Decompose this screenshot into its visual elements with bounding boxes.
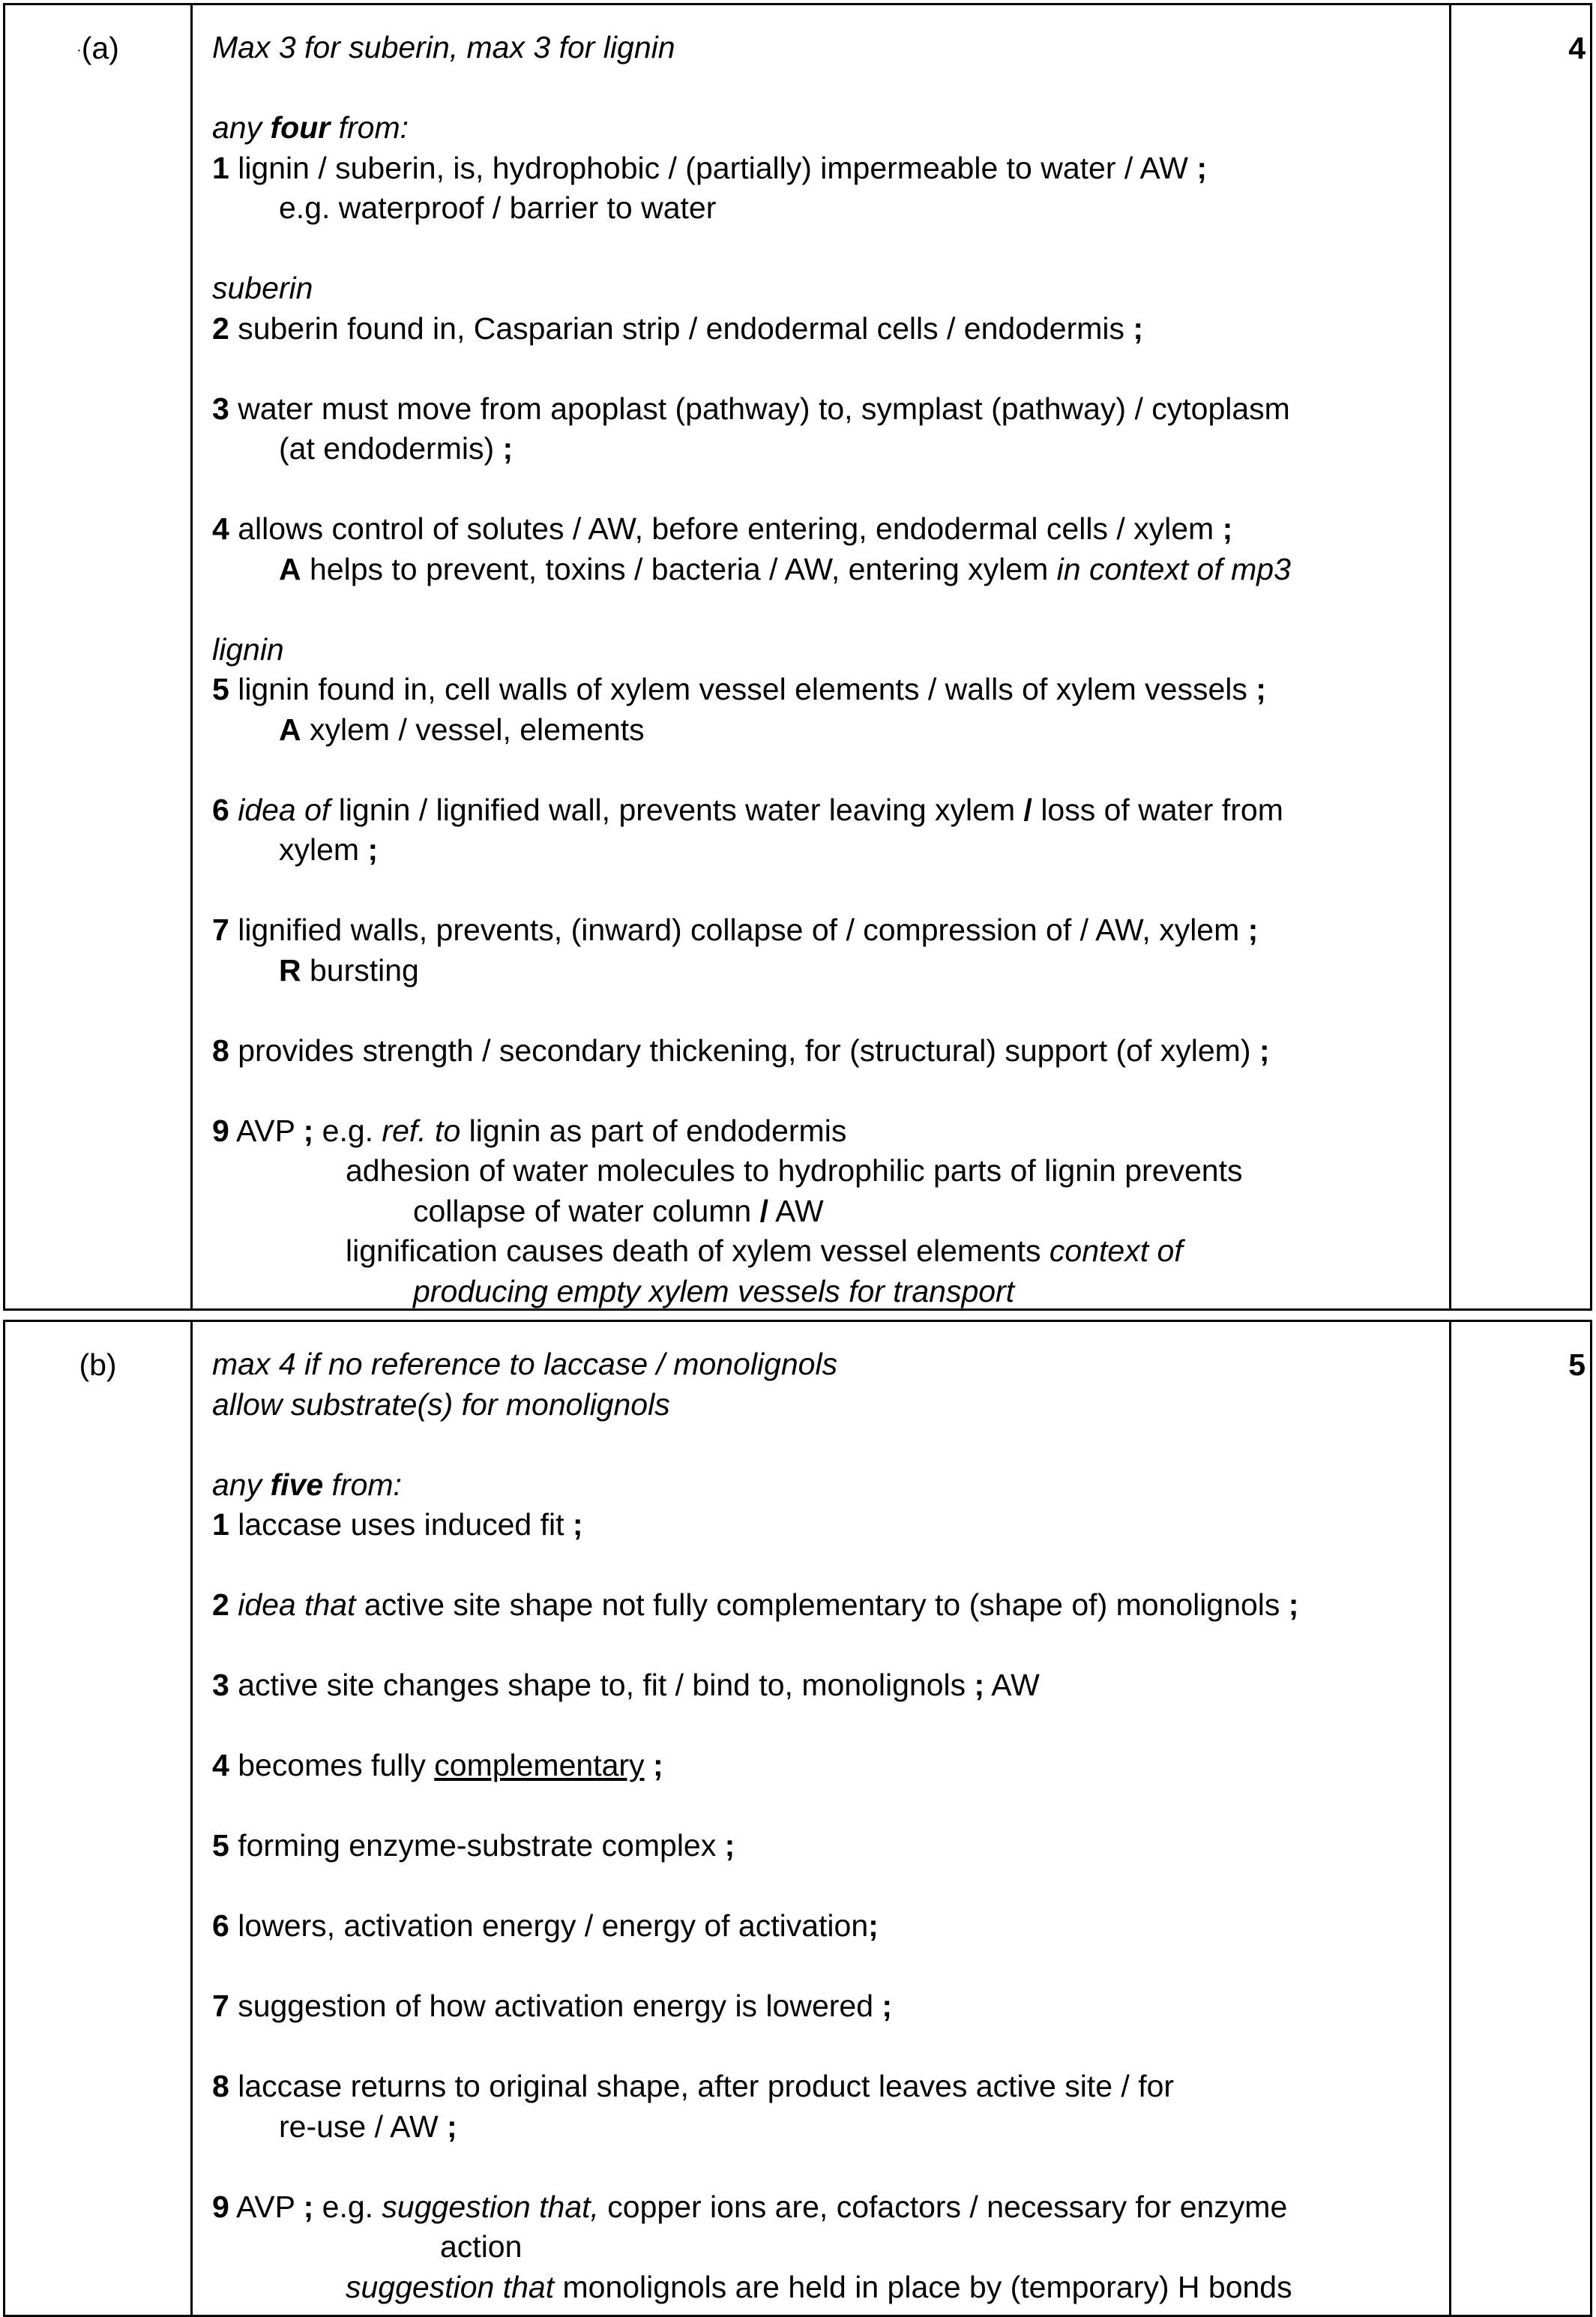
column-divider [190,5,193,1308]
point-6: 6 idea of lignin / lignified wall, prevents water leaving xylem / loss of water from [212,792,1283,827]
point-5: 5 forming enzyme-substrate complex ; [212,1828,735,1863]
any-five-line: any five from: [212,1467,402,1502]
point-4-sub: A helps to prevent, toxins / bacteria / AW, entering xylem in context of mp3 [279,551,1291,586]
marks-a: 4 [1568,31,1586,65]
point-7: 7 suggestion of how activation energy is lowered ; [212,1989,893,2023]
point-9-line-2: adhesion of water molecules to hydrophilic parts of lignin prevents [346,1153,1243,1188]
point-6-cont: xylem ; [279,832,379,867]
lignin-heading: lignin [212,631,284,667]
point-1-sub: e.g. waterproof / barrier to water [279,190,717,225]
answer-content-a [212,28,1442,1311]
point-7: 7 lignified walls, prevents, (inward) collapse of / compression of / AW, xylem ; [212,913,1259,947]
point-3: 3 active site changes shape to, fit / bind to, monolignols ; AW [212,1668,1040,1702]
point-9-line-3: suggestion that monolignols are held in place by (temporary) H bonds [346,2269,1292,2304]
point-9-line-4: lignification causes death of xylem vessel elements context of [346,1233,1183,1268]
point-3: 3 water must move from apoplast (pathway) to, symplast (pathway) / cytoplasm [212,391,1290,426]
point-8: 8 laccase returns to original shape, after product leaves active site / for [212,2069,1175,2103]
column-divider [190,1322,193,2315]
answer-content-b [212,1344,1442,2307]
column-divider [1449,5,1451,1308]
point-9: 9 AVP ; e.g. ref. to lignin as part of endodermis [212,1113,847,1148]
point-1: 1 laccase uses induced fit ; [212,1507,583,1542]
question-a-table [3,3,1592,1311]
point-2: 2 suberin found in, Casparian strip / endodermal cells / endodermis ; [212,310,1144,346]
suberin-heading: suberin [212,271,313,305]
point-9-line-3: collapse of water column / AW [413,1193,824,1228]
question-b-table [3,1320,1592,2317]
point-9: 9 AVP ; e.g. suggestion that, copper ions are, cofactors / necessary for enzyme [212,2189,1288,2224]
point-8: 8 provides strength / secondary thickening, for (structural) support (of xylem) ; [212,1033,1270,1068]
point-3-cont: (at endodermis) ; [279,431,514,466]
point-7-sub: R bursting [279,952,419,988]
question-label-a: ·(a) [76,31,119,65]
any-four-line: any four from: [212,110,409,145]
marks-b: 5 [1568,1347,1586,1382]
header-note-1: max 4 if no reference to laccase / monolignols [212,1347,838,1381]
point-4: 4 allows control of solutes / AW, before entering, endodermal cells / xylem ; [212,511,1233,546]
point-1: 1 lignin / suberin, is, hydrophobic / (partially) impermeable to water / AW ; [212,150,1207,185]
point-4: 4 becomes fully complementary ; [212,1748,663,1782]
point-6: 6 lowers, activation energy / energy of activation; [212,1908,879,1943]
header-note-2: allow substrate(s) for monolignols [212,1386,670,1422]
point-5-sub: A xylem / vessel, elements [279,712,645,747]
point-8-cont: re-use / AW ; [279,2109,457,2144]
point-2: 2 idea that active site shape not fully complementary to (shape of) monolignols ; [212,1587,1299,1622]
point-9-line-2: action [440,2229,523,2264]
header-note: Max 3 for suberin, max 3 for lignin [212,30,675,64]
point-9-line-5: producing empty xylem vessels for transport [413,1273,1015,1308]
question-label-b: (b) [79,1347,117,1382]
column-divider [1449,1322,1451,2315]
point-5: 5 lignin found in, cell walls of xylem vessel elements / walls of xylem vessels ; [212,672,1266,706]
